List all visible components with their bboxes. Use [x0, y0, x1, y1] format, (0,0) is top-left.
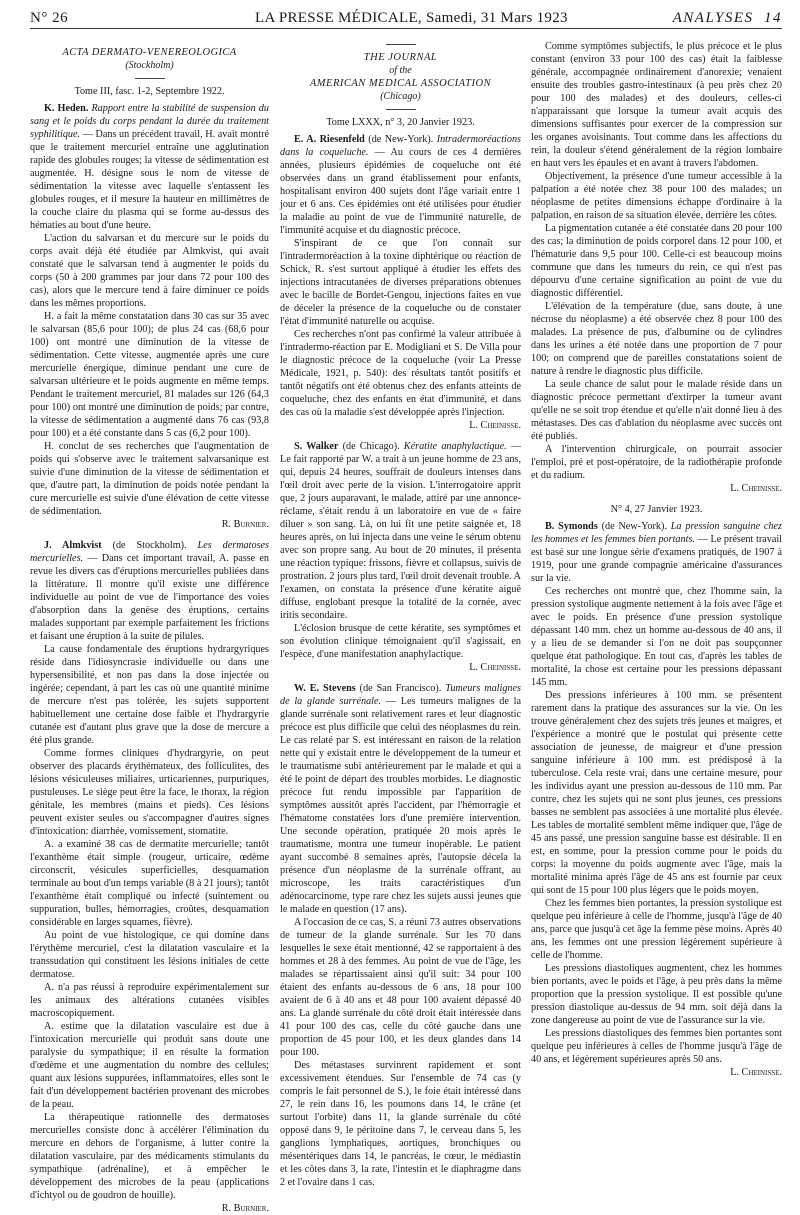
- article-paragraph: La pigmentation cutanée a été constatée dans 20 pour 100 des cas; la diminution de poids corporel dans 12 pour 100, et l'hématurie dans 9,5 pour 100. Celle-ci est beaucoup moins commune que dans les tumeurs du rein, ce qui n'est pas dépourvu d'une certaine signification au point de vue du diagnostic différentiel.: [531, 223, 782, 299]
- article-paragraph: S'inspirant de ce que l'on connaît sur l'intradermoréaction à la toxine diphtérique ou réaction de Schick, R. s'est surtout appliqué à étudier les effets des injections intracutanées de diverses préparations obtenues avec le bacille de Bordet-Gengou, injections faites en vue de déceler la présence de la coqueluche ou de constater l'état d'immunité naturelle ou acquise.: [280, 238, 521, 327]
- article-paragraph: — Au cours de ces 4 dernières années, plusieurs épidémies de coqueluche ont été observées dans un grand établissement pour enfants, hospitalisant environ 400 sujets dont l'âge variait entre 1 jour et 6 ans. Ces épidémies ont été utilisées pour étudier la maladie au point de vue de l'immunité naturelle, de l'immunité acquise et du diagnostic précoce.: [280, 147, 521, 236]
- article-affiliation: (de San Francisco).: [359, 683, 442, 694]
- article-paragraph: H. a fait la même constatation dans 30 cas sur 35 avec le salvarsan (85,6 pour 100); de plus 24 cas (68,6 pour 100) ont montré une diminution de la vitesse de sédimentation. Cette vitesse, augmentée après une cure mercurielle énergique, diminue pendant une cure de salvarsan ultérieure et le poids augmente en même temps. Pendant le traitement mercuriel, 81 malades sur 126 (64,3 pour 100) ont montré une diminution de poids; par contre, la vitesse de sédimentation a augmenté dans 76 cas (93,8 pour 100) et a été constante dans 5 cas (6,2 pour 100).: [30, 311, 269, 439]
- article-paragraph: La thérapeutique rationnelle des dermatoses mercurielles consiste donc à accélérer l'élimination du mercure en dehors de l'organisme, à lutter contre la dilatation vasculaire, par des médicaments stimulants du sympathique (adrénaline), et à empêcher le développement des microbes de la peau (applications d'ichtyol ou de goudron de houille).: [30, 1112, 269, 1201]
- article-paragraph: Les pressions diastoliques augmentent, chez les hommes bien portants, avec le poids et l'âge, à peu près dans la même proportion que la pression systolique. Il est possible qu'une pression diastolique au-dessus de 94 mm. soit déjà dans la zone dangereuse au point de vue de l'assurance sur la vie.: [531, 963, 782, 1026]
- journal-name: AMERICAN MEDICAL ASSOCIATION: [309, 78, 492, 89]
- article-paragraph: Au point de vue histologique, ce qui domine dans l'érythème mercuriel, c'est la dilatation vasculaire et la transsudation qui constituent les lésions initiales de cette dermatose.: [30, 930, 269, 980]
- article-paragraph: — Le fait rapporté par W. a trait à un jeune homme de 23 ans, qui, depuis 24 heures, souffrait de douleurs intenses dans l'œil droit avec perte de la vision. L'interrogatoire apprit que, 2 jours auparavant, le malade, attiré par une annonce-réclame, s'était rendu à un laboratoire en vue de « faire diluer » son sang. Là, on lui fit une petite saignée et, 18 heures après, on lui injecta dans une veine le sérum obtenu avec son propre sang. Au bout de 20 minutes, il présenta une réaction typique: frissons, fièvre et collapsus, suivis de prostration. 2 jours plus tard, l'œil droit devenait trouble. A l'examen, on constata la présence d'une kératite aiguë diffuse, englobant presque la totalité de la cornée, avec iritis secondaire.: [280, 441, 522, 621]
- section-name: ANALYSES: [672, 10, 754, 26]
- article-almkvist: [30, 539, 269, 1215]
- divider: [386, 44, 416, 45]
- article-paragraph: — Dans cet important travail, A. passe en revue les divers cas d'éruptions mercurielles publiées dans la littérature. Il montre qu'il existe une différence individuelle au point de vue de l'importance des voies d'absorption dans la genèse des éruptions, certains malades supportant par exemple parfaitement les frictions et faisant une éruption à la suite de pilules.: [30, 553, 270, 642]
- tome-info: Tome LXXX, n° 3, 20 Janvier 1923.: [326, 117, 475, 128]
- article-paragraph: — Le présent travail est basé sur une longue série d'examens pratiqués, de 1907 à 1919, pour une grande compagnie américaine d'assurances sur la vie.: [531, 534, 783, 584]
- article-title: La pression sanguine chez les hommes et les femmes bien portants.: [531, 521, 783, 545]
- column-2: [280, 40, 522, 1188]
- article-signature: R. Burnier.: [221, 1203, 269, 1214]
- article-paragraph: Comme symptômes subjectifs, le plus précoce et le plus constant (environ 33 pour 100 des cas) était la faiblesse générale, accompagnée ordinairement d'anorexie; venaient ensuite des troubles gastro-intestinaux (à peu près chez 20 pour 100 des malades) et des douleurs, celles-ci n'apparaissant que lorsque la tumeur avait acquis des dimensions suffisantes pour exercer de la compression sur les organes avoisinants. Tout comme dans les affections du rein, la douleur s'étend généralement de la région lombaire en haut vers les épaules et en avant à travers l'abdomen.: [531, 41, 782, 169]
- section-city: (Stockholm): [125, 60, 174, 71]
- article-paragraph: A. a examiné 38 cas de dermatite mercurielle; tantôt l'exanthème était simple (rougeur, urticaire, œdème circonscrit, vésicules superficielles, desquamation terminale au bout d'un temps variable (8 à 21 jours); tantôt l'exanthème était compliqué ou infecté (suintement ou suppuration, bulles, hémorragies, croûtes, desquamation considérable en larges squames, fièvre).: [30, 839, 269, 928]
- article-signature: L. Cheinisse.: [469, 662, 521, 673]
- article-signature: L. Cheinisse.: [469, 420, 521, 431]
- section-journal-name: ACTA DERMATO-VENEREOLOGICA: [62, 47, 237, 58]
- article-paragraph: Des pressions inférieures à 100 mm. se présentent rarement dans la pratique des assurances sur la vie. On les trouve généralement chez des sujets très jeunes et maigres, et l'expérience a montré que le postulat qui présente cette association de jeunesse, de maigreur et d'une pression sanguine inférieure à 100 mm. est prédisposé à la tuberculose. Cela reste vrai, dans une certaine mesure, pour les individus ayant une pression au-dessous de 110 mm. Par contre, chez les sujets qui ne sont plus jeunes, ces pressions basses ne semblent pas associées à une mortalité plus élevée. Les tables de mortalité semblent même indiquer que, l'âge de 45 ans passé, une pression sanguine basse est désirable. Il en est, en somme, pour la pression comme pour le poids du corps: la moyenne du poids augmente avec l'âge, mais la mortalité minima après l'âge de 45 ans est fournie par ceux qui sont de 15 pour 100 plus légers que le poids moyen.: [531, 690, 782, 896]
- article-walker: [280, 440, 521, 674]
- divider: [386, 109, 416, 110]
- article-paragraph: Des métastases survinrent rapidement et sont excessivement étendues. Sur l'ensemble de 74 cas (y compris le fait personnel de S.), le foie était intéressé dans 27, le rein dans 16, les poumons dans 14, le crâne (et surtout l'orbite) dans 11, la glande surrénale du côté opposé dans 9, le péritoine dans 7, le cerveau dans 5, les ganglions lymphatiques, aortiques, bronchiques ou mésentériques dans 14, le pancréas, le cœur, le médiastin et les côtes dans 3, la rate, l'intestin et le diaphragme dans 2 et l'ovaire dans 1 cas.: [280, 1060, 521, 1188]
- article-paragraph: Objectivement, la présence d'une tumeur accessible à la palpation a été notée chez 38 pour 100 des malades; un néoplasme de petites dimensions échappe d'ordinaire à la palpation, en raison de sa situation élevée, derrière les côtes.: [531, 171, 782, 221]
- article-stevens: [280, 682, 521, 1189]
- article-signature: L. Cheinisse.: [730, 1067, 782, 1078]
- article-paragraph: A l'intervention chirurgicale, on pourrait associer l'emploi, pré et post-opératoire, de la radiothérapie profonde et du radium.: [531, 444, 782, 481]
- article-author: B. Symonds: [545, 521, 598, 532]
- article-title: Les dermatoses mercurielles.: [30, 540, 270, 564]
- article-symonds: [531, 520, 782, 1079]
- page-header: [30, 6, 782, 29]
- page-number: 14: [764, 10, 782, 26]
- article-paragraph: Chez les femmes bien portantes, la pression systolique est quelque peu inférieure à celle de l'homme, jusqu'à l'âge de 40 ans, parce que jusqu'à cet âge la femme pèse moins. Après 40 ans, les femmes ont une pression légèrement supérieure à celle de l'homme.: [531, 898, 782, 961]
- article-riesenfeld: [280, 133, 521, 432]
- article-paragraph: Les pressions diastoliques des femmes bien portantes sont quelque peu inférieures à celles de l'homme jusqu'à l'âge de 40 ans, et légèrement supérieures après 50 ans.: [531, 1028, 782, 1065]
- article-paragraph: — Les tumeurs malignes de la glande surrénale sont relativement rares et leur diagnostic précoce est plus difficile que celui des néoplasmes du rein. Le cas relaté par S. est intéressant en raison de la relation nette qui y existait entre le développement de la tumeur et le traumatisme subi antérieurement par le malade et qui a été le point de départ des troubles morbides. Le diagnostic précoce fut rendu impossible par l'apparition de symptômes aussitôt après l'accident, par l'hémorragie et l'hématome constatées lors d'une première intervention. Une seconde opération, pratiquée 20 mois après le traumatisme, montra une tumeur inopérable. Le patient ayant succombé 8 semaines après, l'autopsie décela la présence d'un néoplasme de la surrénale offrant, au microscope, les traits caractéristiques d'un adénocarcinome, type rare chez les sujets aussi jeunes que le malade en question (17 ans).: [280, 696, 522, 915]
- article-heden: [30, 102, 269, 531]
- article-author: E. A. Riesenfeld: [294, 134, 365, 145]
- article-title: Kératite anaphylactique.: [403, 441, 507, 452]
- article-paragraph: Ces recherches ont montré que, chez l'homme sain, la pression systolique augmente nettement à la fois avec l'âge et avec le poids. En présence d'une pression systolique dépassant 140 mm. chez un homme au-dessous de 40 ans, il y a lieu de se demander si l'on ne doit pas soupçonner quelque état pathologique. En tout cas, d'après les tables de mortalité, la chose est certaine pour les pressions dépassant 145 mm.: [531, 586, 782, 688]
- section-and-page: [673, 10, 782, 27]
- article-paragraph: A. estime que la dilatation vasculaire est due à l'intoxication mercurielle qui produit sans doute une paralysie du sympathique; il en résulte la formation d'œdème et une augmentation du nombre des cellules; quant aux lésions suppurées, inflammatoires, elles sont le fait d'un développement bactérien provenant des microbes de la peau.: [30, 1021, 269, 1110]
- article-affiliation: (de Chicago).: [342, 441, 400, 452]
- article-paragraph: L'éclosion brusque de cette kératite, ses symptômes et son évolution clinique témoignaient qu'il s'agissait, en l'espèce, d'une manifestation anaphylactique.: [280, 623, 521, 660]
- tome-info: N° 4, 27 Janvier 1923.: [610, 504, 703, 515]
- journal-date-title: LA PRESSE MÉDICALE, Samedi, 31 Mars 1923: [255, 10, 568, 26]
- article-paragraph: — Dans un précédent travail, H. avait montré que le traitement mercuriel entraîne une agglutination rapide des globules rouges; la vitesse de sédimentation est augmentée. H. désigne sous le nom de vitesse de sédimentation la vitesse avec laquelle s'entassent les globules rouges, et il mesure la hauteur en millimètres de la couche claire du plasma qui se forme au-dessus des hématies au bout d'une heure.: [30, 129, 269, 231]
- journal-the: THE JOURNAL: [363, 52, 438, 63]
- article-paragraph: La seule chance de salut pour le malade réside dans un diagnostic précoce permettant d'extirper la tumeur avant qu'elle ne se soit trop étendue et qu'elle n'ait donné lieu à des métastases. Des cas d'ablation du néoplasme avec succès ont été publiés.: [531, 379, 782, 442]
- column-1: [30, 40, 270, 1214]
- article-paragraph: L'élévation de la température (due, sans doute, à une nécrose du néoplasme) a été observée chez 8 pour 100 des malades. La présence de pus, d'albumine ou de cylindres dans les urines a été notée dans une proportion de 7 pour 100; on comprend que de pareilles constatations soient de nature à rendre le diagnostic plus difficile.: [531, 301, 782, 377]
- article-paragraph: Ces recherches n'ont pas confirmé la valeur attribuée à l'intradermo-réaction par E. Modigliani et S. De Villa pour le diagnostic précoce de la coqueluche (voir La Presse Médicale, 1921, p. 540): des résultats tantôt positifs et tantôt négatifs ont été obtenus chez des enfants atteints de coqueluche, chez des enfants en état d'immunité, et dans des cas où la maladie s'est développée après l'injection.: [280, 329, 521, 418]
- article-title: Rapport entre la stabilité de suspension du sang et le poids du corps pendant la durée du traitement syphilitique.: [30, 103, 269, 140]
- article-author: J. Almkvist: [44, 540, 102, 551]
- article-signature: L. Cheinisse.: [730, 483, 782, 494]
- journal-of-the: of the: [389, 65, 412, 76]
- article-affiliation: (de Stockholm).: [112, 540, 187, 551]
- journal-city: (Chicago): [380, 91, 421, 102]
- article-paragraph: Comme formes cliniques d'hydrargyrie, on peut observer des placards érythémateux, des folliculites, des lésions vésiculeuses miliaires, urticariennes, purpuriques, pustuleuses. Le siège peut être la face, le thorax, la région génitale, les membres (mains et pieds). Ces lésions peuvent exister seules ou s'accompagner d'autres signes d'intoxication: diarrhée, vomissement, stomatite.: [30, 748, 269, 837]
- divider: [135, 78, 165, 79]
- article-author: K. Heden.: [44, 103, 89, 114]
- article-paragraph: A l'occasion de ce cas, S. a réuni 73 autres observations de tumeur de la glande surrénale. Sur les 70 dans lesquelles le sexe était mentionné, 42 se rapportaient à des hommes et 28 à des femmes. Au point de vue de l'âge, les malades se répartissaient ainsi qu'il suit: 34 pour 100 étaient des enfants au-dessous de 6 ans, 18 pour 100 avaient de 6 à 40 ans et 48 pour 100 avaient dépassé 40 ans. La glande surrénale du côté droit était intéressée dans 41 pour 100 des cas, celle du côté gauche dans une proportion de 45 pour 100, et les deux glandes dans 14 pour 100.: [280, 917, 521, 1058]
- article-paragraph: A. n'a pas réussi à reproduire expérimentalement sur les animaux des altérations cutanées visibles macroscopiquement.: [30, 982, 269, 1019]
- article-paragraph: L'action du salvarsan et du mercure sur le poids du corps avait déjà été étudiée par Almkvist, qui avait constaté que le salvarsan tend à augmenter le poids du corps (50 à 200 grammes par jour dans 72 pour 100 des cas), alors que le mercure tend à faire diminuer ce poids dans les mêmes proportions.: [30, 233, 269, 309]
- article-paragraph: H. conclut de ses recherches que l'augmentation de poids qui s'observe avec le traitement salvarsanique est suivie d'une diminution de la vitesse de sédimentation et que, d'autre part, la diminution de poids notée pendant la cure mercurielle est suivie d'une élévation de cette vitesse de sédimentation.: [30, 441, 269, 517]
- article-author: S. Walker: [294, 441, 339, 452]
- tome-info: Tome III, fasc. 1-2, Septembre 1922.: [74, 86, 225, 97]
- article-affiliation: (de New-York).: [368, 134, 434, 145]
- article-stevens-continued: [531, 40, 782, 495]
- article-signature: R. Burnier.: [221, 519, 269, 530]
- issue-number: N° 26: [30, 10, 69, 26]
- article-title: Tumeurs malignes de la glande surrénale.: [280, 683, 522, 707]
- article-author: W. E. Stevens: [294, 683, 356, 694]
- article-title: Intradermoréactions dans la coqueluche.: [280, 134, 522, 158]
- column-3: [531, 40, 782, 1076]
- article-affiliation: (de New-York).: [601, 521, 667, 532]
- article-paragraph: La cause fondamentale des éruptions hydrargyriques réside dans l'idiosyncrasie individuelle ou dans une hypersensibilité, et non pas dans la dose injectée ou ingérée; cependant, à part les cas où une quantité minime de mercure n'est pas tolérée, les sujets supportent habituellement une certaine dose faible et l'hydrargyrie cutanée est d'autant plus grave que la dose de mercure a été plus grande.: [30, 644, 269, 746]
